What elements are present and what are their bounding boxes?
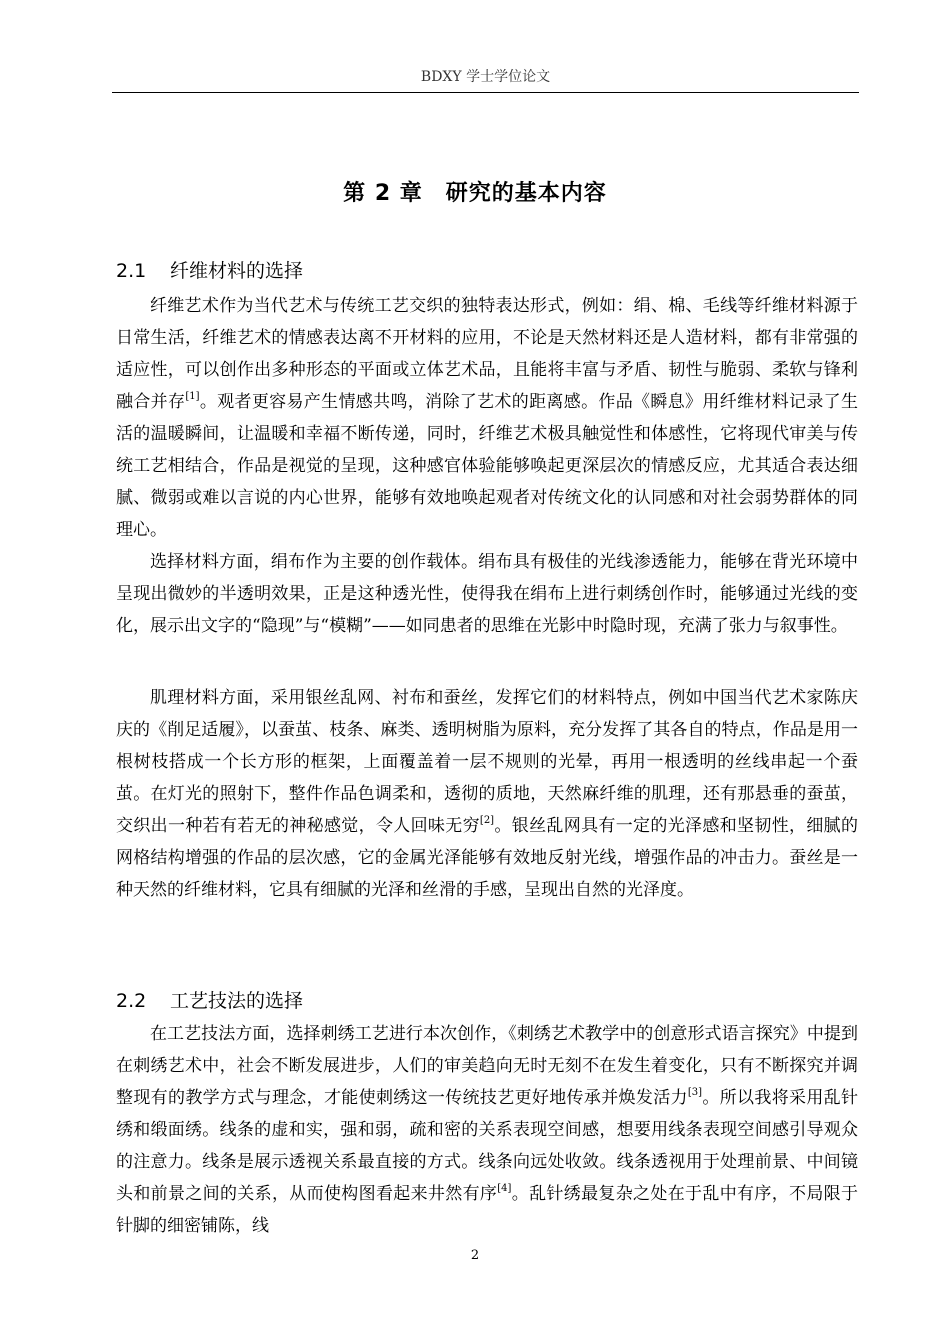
paragraph-text: 。所以我将采用乱针绣和缎面绣。线条的虚和实，强和弱，疏和密的关系表现空间感，想要用线条表现空间感引导观众的注意力。线条是展示透视关系最直接的方式。线条向远处收敛。线条透视用于处理前景、中间镜头和前景之间的关系，从而使构图看起来井然有序: [116, 1088, 859, 1204]
section-title: 工艺技法的选择: [170, 990, 304, 1012]
section-title: 纤维材料的选择: [170, 260, 304, 282]
paragraph-text: 在工艺技法方面，选择刺绣工艺进行本次创作，《刺绣艺术教学中的创意形式语言探究》中提到在刺绣艺术中，社会不断发展进步，人们的审美趋向无时无刻不在发生着变化，只有不断探究并调整现有的教学方式与理念，才能使刺绣这一传统技艺更好地传承并焕发活力: [116, 1024, 858, 1108]
paragraph-silk-material: 选择材料方面，绢布作为主要的创作载体。绢布具有极佳的光线渗透能力，能够在背光环境中呈现出微妙的半透明效果，正是这种透光性，使得我在绢布上进行刺绣创作时，能够通过光线的变化，展示出文字的“隐现”与“模糊”——如同患者的思维在光影中时隐时现，充满了张力与叙事性。: [116, 552, 858, 636]
citation-ref: [4]: [497, 1183, 512, 1194]
paragraph-text: 。观者更容易产生情感共鸣，消除了艺术的距离感。作品《瞬息》用纤维材料记录了生活的温暖瞬间，让温暖和幸福不断传递，同时，纤维艺术极具触觉性和体感性，它将现代审美与传统工艺相结合，作品是视觉的呈现，这种感官体验能够唤起更深层次的情感反应，尤其适合表达细腻、微弱或难以言说的内心世界，能够有效地唤起观者对传统文化的认同感和对社会弱势群体的同理心。: [116, 392, 859, 540]
paragraph-craft-technique: [116, 1018, 858, 1242]
paragraph-text: 。银丝乱网具有一定的光泽感和坚韧性，细腻的网格结构增强的作品的层次感，它的金属光泽能够有效地反射光线，增强作品的冲击力。蚕丝是一种天然的纤维材料，它具有细腻的光泽和丝滑的手感，呈现出自然的光泽度。: [116, 816, 859, 900]
citation-ref: [2]: [479, 815, 495, 826]
section-heading-2-2: [116, 986, 303, 1013]
paragraph-text: 纤维艺术作为当代艺术与传统工艺交织的独特表达形式，例如：绢、棉、毛线等纤维材料源于日常生活，纤维艺术的情感表达离不开材料的应用，不论是天然材料还是人造材料，都有非常强的适应性，可以创作出多种形态的平面或立体艺术品，且能将丰富与矛盾、韧性与脆弱、柔软与锋利融合并存: [116, 296, 858, 412]
page-number: 2: [470, 1248, 480, 1263]
chapter-title: 第 2 章 研究的基本内容: [343, 181, 607, 206]
citation-ref: [3]: [687, 1087, 703, 1098]
page-header: BDXY 学士学位论文: [112, 66, 859, 93]
paragraph-fiber-art: [116, 290, 858, 546]
paragraph-text: 肌理材料方面，采用银丝乱网、衬布和蚕丝，发挥它们的材料特点，例如中国当代艺术家陈庆庆的《削足适履》，以蚕茧、枝条、麻类、透明树脂为原料，充分发挥了其各自的特点，作品是用一根树枝搭成一个长方形的框架，上面覆盖着一层不规则的光晕，再用一根透明的丝线串起一个蚕茧。在灯光的照射下，整件作品色调柔和，透彻的质地，天然麻纤维的肌理，还有那悬垂的蚕茧，交织出一种若有若无的神秘感觉，令人回味无穷: [116, 688, 858, 836]
paragraph-text: 。乱针绣最复杂之处在于乱中有序，不局限于针脚的细密铺陈，线: [116, 1184, 859, 1236]
section-number: 2.1: [116, 260, 147, 282]
paragraph-texture-material: [116, 682, 858, 906]
citation-ref: [1]: [185, 391, 200, 402]
section-number: 2.2: [116, 990, 147, 1012]
section-heading-2-1: [116, 256, 303, 283]
